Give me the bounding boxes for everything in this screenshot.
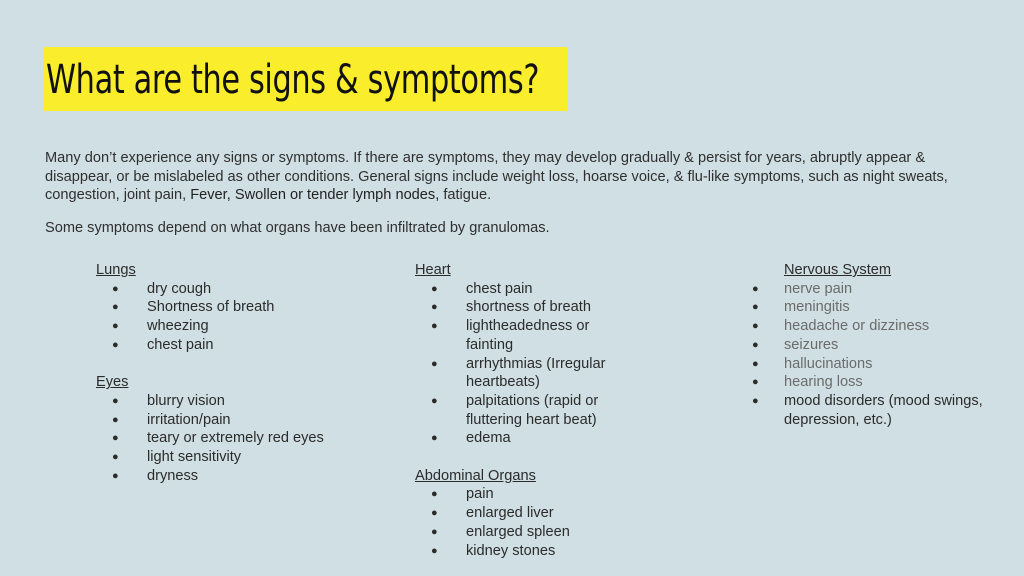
intro-paragraph [45, 149, 980, 205]
list-item-text: hallucinations [784, 355, 873, 372]
bullet-icon: ● [112, 451, 119, 464]
list-item-text: shortness of breath [466, 299, 591, 316]
list-item [752, 298, 1004, 317]
bullet-icon: ● [431, 488, 438, 501]
list-item-text: edema [466, 430, 511, 447]
bullet-icon: ● [752, 282, 759, 295]
bullet-icon: ● [431, 320, 438, 333]
list-heart [415, 280, 665, 448]
bullet-icon: ● [431, 544, 438, 557]
list-item [752, 373, 1004, 392]
list-item [96, 317, 346, 336]
list-item [415, 429, 665, 448]
list-item [752, 392, 1004, 429]
bullet-icon: ● [112, 338, 119, 351]
list-item [752, 280, 1004, 299]
list-item [415, 298, 665, 317]
list-item [415, 280, 665, 299]
list-item [415, 504, 665, 523]
list-item-text: kidney stones [466, 542, 556, 559]
bullet-icon: ● [431, 525, 438, 538]
list-item [96, 280, 346, 299]
list-item [415, 392, 636, 429]
bullet-icon: ● [431, 432, 438, 445]
bullet-icon: ● [752, 394, 759, 407]
list-item-text: headache or dizziness [784, 318, 930, 335]
list-item [752, 317, 1004, 336]
list-item-text: chest pain [147, 336, 214, 353]
list-item-text: meningitis [784, 299, 850, 316]
list-item [415, 542, 665, 561]
list-nervous [752, 280, 1004, 430]
list-item-text: light sensitivity [147, 449, 242, 466]
section-heading-abdominal: Abdominal Organs [415, 467, 536, 484]
list-abdominal [415, 485, 665, 560]
list-item-text: seizures [784, 336, 839, 353]
list-item-text: pain [466, 486, 494, 503]
bullet-icon: ● [752, 357, 759, 370]
list-eyes [96, 392, 346, 486]
section-spacer [415, 448, 665, 467]
bullet-icon: ● [112, 301, 119, 314]
list-item-text: irritation/pain [147, 411, 231, 428]
bullet-icon: ● [112, 432, 119, 445]
intro-highlight-text: Fever, Swollen or tender lymph nodes, [190, 187, 440, 204]
list-item-text: dryness [147, 467, 199, 484]
list-item [752, 336, 1004, 355]
list-item-text: teary or extremely red eyes [147, 430, 324, 447]
section-spacer [96, 355, 346, 374]
list-item [96, 298, 346, 317]
section-heading-heart: Heart [415, 262, 451, 278]
list-item [96, 411, 346, 430]
subtitle-paragraph: Some symptoms depend on what organs have been infiltrated by granulomas. [45, 220, 550, 236]
list-item-text: nerve pain [784, 280, 853, 297]
list-item-text: Shortness of breath [147, 299, 275, 316]
column-heart-abdominal [415, 261, 665, 560]
list-item-text: blurry vision [147, 392, 225, 409]
page-title: What are the signs & symptoms? [46, 57, 540, 103]
list-item-text: enlarged liver [466, 505, 554, 522]
bullet-icon: ● [752, 320, 759, 333]
list-item [415, 523, 665, 542]
section-heading-lungs: Lungs [96, 262, 136, 278]
list-item-text: enlarged spleen [466, 523, 570, 540]
list-item-text: chest pain [466, 280, 533, 297]
bullet-icon: ● [431, 357, 438, 370]
section-heading-nervous: Nervous System [784, 262, 892, 278]
list-item-text: dry cough [147, 280, 212, 297]
list-item-text: palpitations (rapid or fluttering heart beat) [466, 392, 599, 428]
bullet-icon: ● [112, 282, 119, 295]
bullet-icon: ● [112, 320, 119, 333]
list-item-text: lightheadedness or fainting [466, 318, 590, 353]
list-item [96, 448, 346, 467]
bullet-icon: ● [431, 507, 438, 520]
bullet-icon: ● [431, 301, 438, 314]
list-item-text: mood disorders (mood swings, depression, etc.) [784, 392, 983, 428]
intro-text: Many don’t experience any signs or symptoms. If there are symptoms, they may develop gradually & persist for years, abruptly appear & disappear, or be mislabeled as other conditions. General signs include weight loss, hoarse voice, & flu-like symptoms, such as night sweats, congestion, joint pain, [45, 150, 948, 204]
bullet-icon: ● [752, 376, 759, 389]
list-item [96, 467, 346, 486]
bullet-icon: ● [112, 469, 119, 482]
bullet-icon: ● [431, 282, 438, 295]
section-heading-eyes: Eyes [96, 374, 129, 391]
intro-text-end: fatigue. [439, 187, 492, 204]
list-item-text: hearing loss [784, 374, 863, 391]
column-lungs-eyes [96, 261, 346, 485]
list-item-text: arrhythmias (Irregular heartbeats) [466, 355, 606, 391]
list-item [752, 355, 1004, 374]
bullet-icon: ● [752, 338, 759, 351]
column-nervous-system [752, 261, 1004, 429]
list-item-text: wheezing [147, 318, 209, 335]
list-item [415, 317, 636, 354]
list-item [415, 355, 646, 392]
list-item [415, 485, 665, 504]
bullet-icon: ● [112, 394, 119, 407]
list-item [96, 429, 346, 448]
list-lungs [96, 280, 346, 355]
bullet-icon: ● [431, 394, 438, 407]
list-item [96, 392, 346, 411]
bullet-icon: ● [112, 413, 119, 426]
bullet-icon: ● [752, 301, 759, 314]
list-item [96, 336, 346, 355]
